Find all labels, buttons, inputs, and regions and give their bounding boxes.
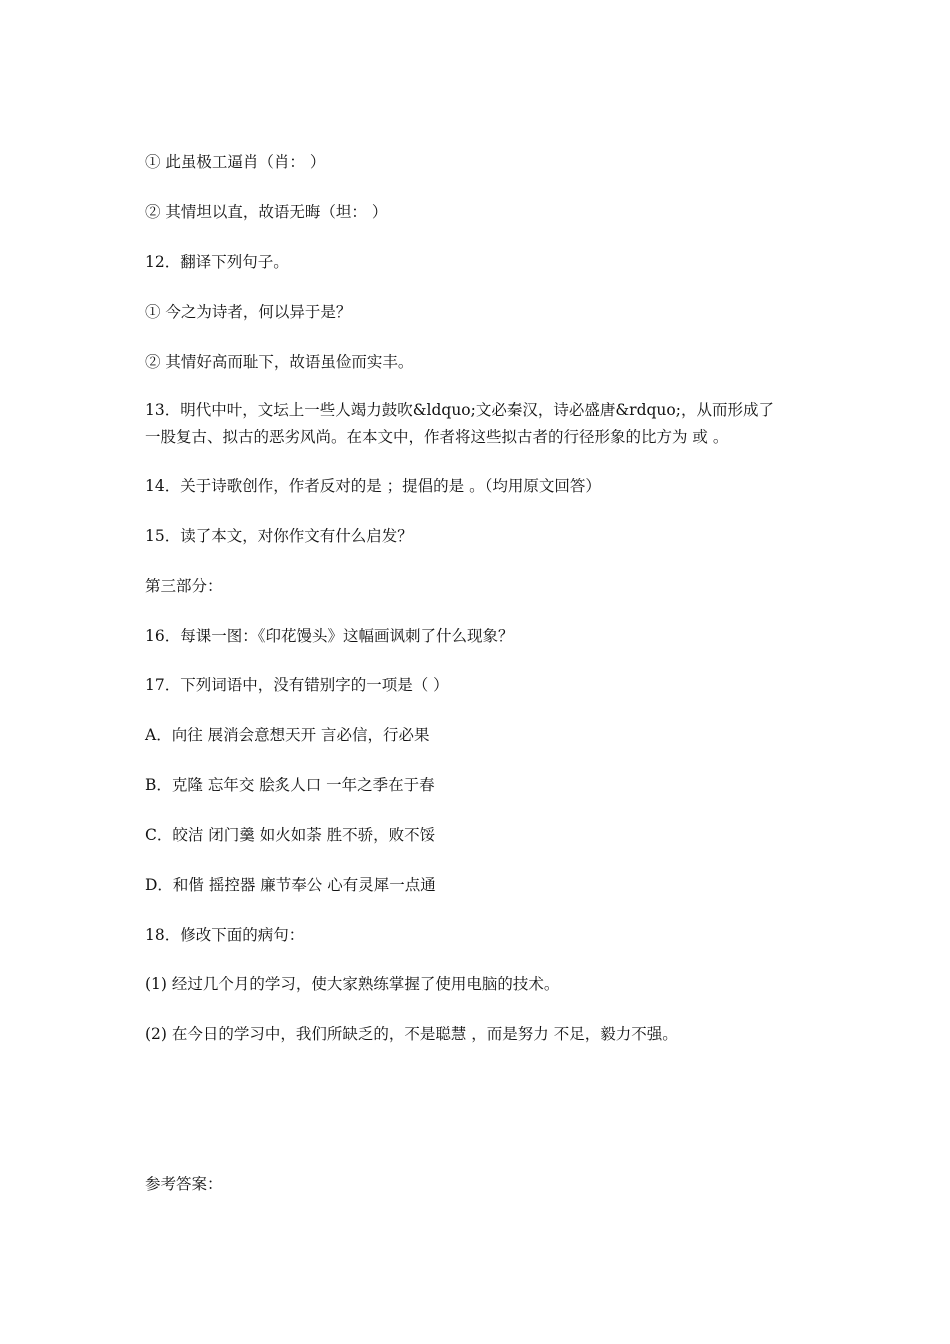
q16: 16．每课一图：《印花馒头》这幅画讽刺了什么现象？ bbox=[145, 627, 514, 645]
q14: 14．关于诗歌创作，作者反对的是 ；提倡的是 。（均用原文回答） bbox=[145, 477, 601, 495]
q11-item-2: ② 其情坦以直，故语无晦（坦： ） bbox=[145, 203, 388, 221]
q17-option-c: C．皎洁 闭门羹 如火如荼 胜不骄，败不馁 bbox=[145, 826, 436, 844]
part-3-heading: 第三部分： bbox=[145, 577, 223, 595]
q12-item-1: ① 今之为诗者，何以异于是？ bbox=[145, 303, 352, 321]
q18-item-1: (1) 经过几个月的学习，使大家熟练掌握了使用电脑的技术。 bbox=[145, 975, 560, 993]
q13-line-2: 一股复古、拟古的恶劣风尚。在本文中，作者将这些拟古者的行径形象的比方为 或 。 bbox=[145, 428, 729, 446]
q15: 15．读了本文，对你作文有什么启发？ bbox=[145, 527, 413, 545]
q17-stem: 17．下列词语中，没有错别字的一项是（ ） bbox=[145, 676, 449, 694]
q18-item-2: (2) 在今日的学习中，我们所缺乏的，不是聪慧 ，而是努力 不足，毅力不强。 bbox=[145, 1025, 678, 1043]
q17-option-a: A．向往 展消会意想天开 言必信，行必果 bbox=[145, 726, 430, 744]
q11-item-1: ① 此虽极工逼肖（肖： ） bbox=[145, 153, 326, 171]
q18-stem: 18．修改下面的病句： bbox=[145, 926, 305, 944]
answers-heading: 参考答案： bbox=[145, 1175, 223, 1193]
q17-option-b: B．克隆 忘年交 脍炙人口 一年之季在于春 bbox=[145, 776, 435, 794]
q12-item-2: ② 其情好高而耻下，故语虽俭而实丰。 bbox=[145, 353, 414, 371]
q12-stem: 12．翻译下列句子。 bbox=[145, 253, 289, 271]
q17-option-d: D．和偕 摇控器 廉节奉公 心有灵犀一点通 bbox=[145, 876, 436, 894]
q13-line-1: 13．明代中叶，文坛上一些人竭力鼓吹&ldquo;文必秦汉，诗必盛唐&rdquo;，从而形成了 bbox=[145, 401, 774, 419]
